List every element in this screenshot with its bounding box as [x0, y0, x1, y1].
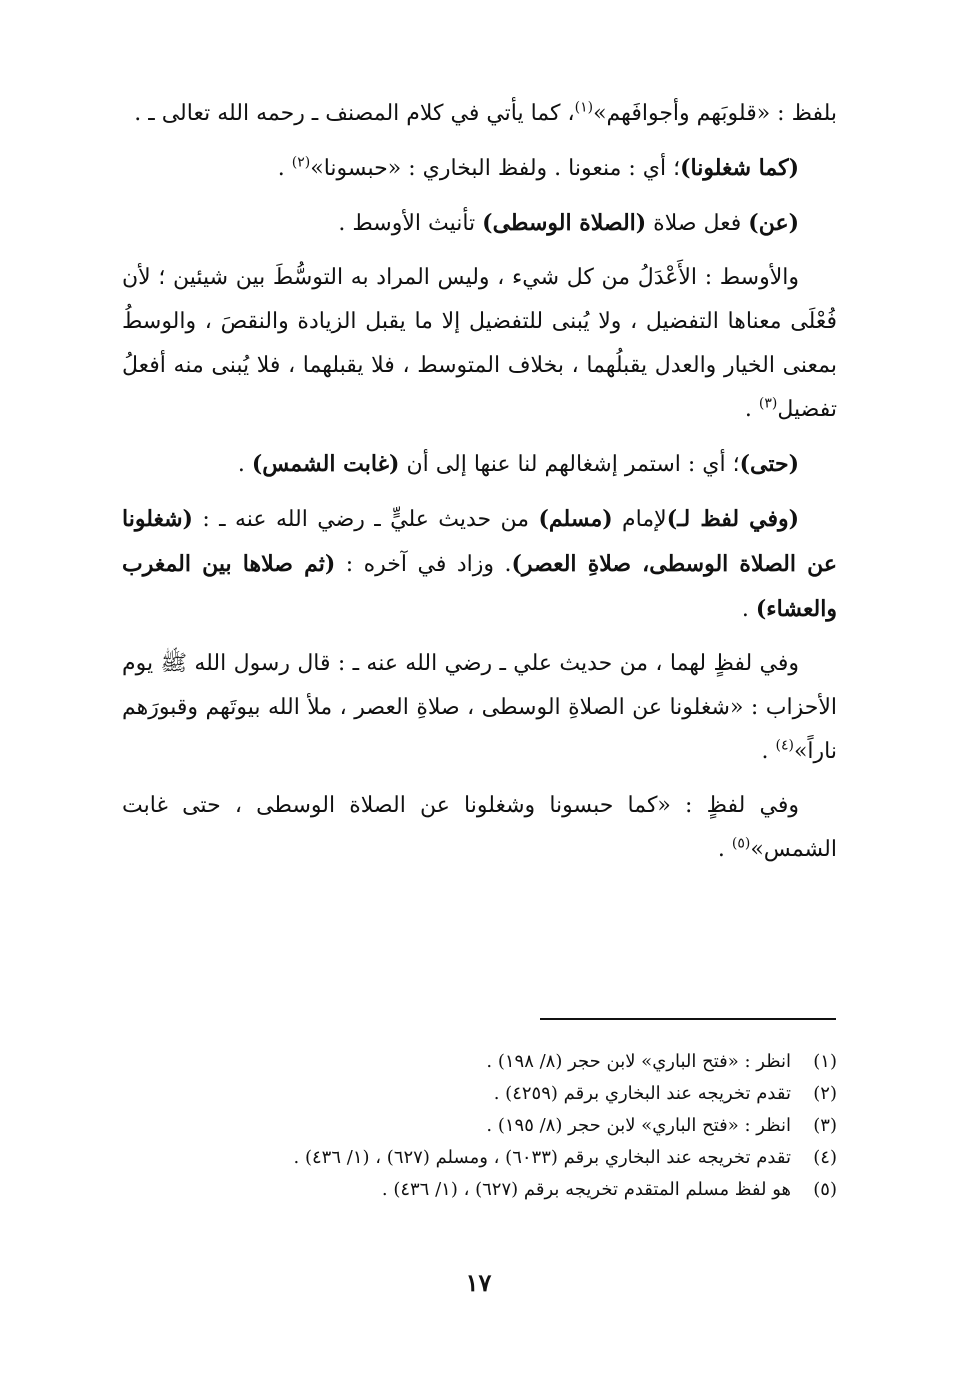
footnote-text: انظر : «فتح الباري» لابن حجر (٨/ ١٩٥) .: [486, 1115, 791, 1136]
text-run: وفي لفظٍ : «كما حبسونا وشغلونا عن الصلاة الوسطى ، حتى غابت الشمس»: [122, 793, 837, 862]
paragraph-7: [122, 642, 837, 774]
text-run: وفي لفظٍ لهما ، من حديث علي ـ رضي الله عنه ـ : قال رسول الله ﷺ يوم الأحزاب : «شغلونا عن الصلاةِ الوسطى ، صلاةِ العصر ، ملأ الله بيوتَهم وقبورَهم ناراً»: [122, 651, 837, 764]
page-number: ١٧: [465, 1268, 492, 1297]
footnote-number: (١): [813, 1051, 837, 1072]
footnote-ref: (٥): [731, 835, 751, 852]
footnote-2: [122, 1078, 837, 1110]
footnote-divider: [540, 1018, 836, 1020]
text-run: .: [761, 739, 776, 764]
bold-phrase: (وفي لفظ لـ): [666, 506, 799, 532]
text-run: .: [717, 837, 732, 862]
paragraph-6: [122, 497, 837, 632]
text-run: .: [237, 452, 252, 477]
paragraph-1: [122, 92, 837, 136]
text-run: لإمام: [612, 507, 667, 532]
bold-phrase: (كما شغلونا): [680, 155, 799, 181]
bold-phrase: (عن): [748, 210, 799, 236]
footnote-text: تقدم تخريجه عند البخاري برقم (٤٢٥٩) .: [493, 1083, 791, 1104]
text-run: تأنيث الأوسط .: [338, 211, 483, 236]
bold-phrase: (ثم صلاها بين المغرب والعشاء): [122, 551, 837, 622]
footnote-text: انظر : «فتح الباري» لابن حجر (٨/ ١٩٨) .: [486, 1051, 791, 1072]
footnotes: [122, 1046, 837, 1206]
bold-phrase: (غابت الشمس): [251, 451, 400, 477]
footnote-ref: (٣): [758, 395, 778, 412]
footnote-ref: (٤): [775, 737, 794, 754]
bold-phrase: (شغلونا عن الصلاة الوسطى، صلاةِ العصر): [122, 506, 837, 577]
footnote-ref: (١): [574, 99, 594, 116]
bold-phrase: (مسلم): [538, 506, 613, 532]
text-run: فعل صلاة: [646, 211, 749, 236]
text-run: .: [277, 156, 292, 181]
footnote-text: هو لفظ مسلم المتقدم تخريجه برقم (٦٢٧) ، (١/ ٤٣٦) .: [381, 1179, 791, 1200]
paragraph-4: [122, 256, 837, 432]
text-run: ؛ أي : استمر إشغالهم لنا عنها إلى أن: [399, 452, 740, 477]
text-run: والأوسط : الأَعْدَلُ من كل شيء ، وليس المراد به التوسُّطَ بين شيئين ؛ لأن فُعْلَى معناها التفضيل ، ولا يُبنى للتفضيل إلا ما يقبل الزيادة والنقصَ ، والوسطُ بمعنى الخيار والعدل يقبلُهما ، بخلاف المتوسط ، فلا يقبلهما ، فلا يُبنى منه أفعلُ تفضيل: [122, 265, 837, 422]
footnote-1: [122, 1046, 837, 1078]
footnote-4: [122, 1142, 837, 1174]
text-run: ، كما يأتي في كلام المصنف ـ رحمه الله تعالى ـ .: [134, 101, 575, 126]
paragraph-5: [122, 442, 837, 487]
text-run: .: [741, 597, 756, 622]
bold-phrase: (حتى): [739, 451, 799, 477]
footnote-5: [122, 1174, 837, 1206]
paragraph-2: [122, 146, 837, 191]
paragraph-8: [122, 784, 837, 872]
footnote-text: تقدم تخريجه عند البخاري برقم (٦٠٣٣) ، ومسلم (٦٢٧) ، (١/ ٤٣٦) .: [293, 1147, 791, 1168]
footnote-3: [122, 1110, 837, 1142]
text-run: بلفظ : «قلوبَهم وأجوافَهم»: [593, 101, 837, 126]
text-run: ؛ أي : منعونا . ولفظ البخاري : «حبسونا»: [310, 156, 681, 181]
text-run: .: [744, 397, 759, 422]
main-text: [122, 92, 837, 882]
footnote-ref: (٢): [291, 154, 311, 171]
footnote-number: (٢): [813, 1083, 837, 1104]
footnote-number: (٤): [813, 1147, 837, 1168]
bold-phrase: (الصلاة الوسطى): [482, 210, 647, 236]
footnote-number: (٥): [813, 1179, 837, 1200]
footnote-number: (٣): [813, 1115, 837, 1136]
text-run: . وزاد في آخره :: [335, 552, 512, 577]
paragraph-3: [122, 201, 837, 246]
text-run: من حديث عليٍّ ـ رضي الله عنه ـ :: [192, 507, 539, 532]
